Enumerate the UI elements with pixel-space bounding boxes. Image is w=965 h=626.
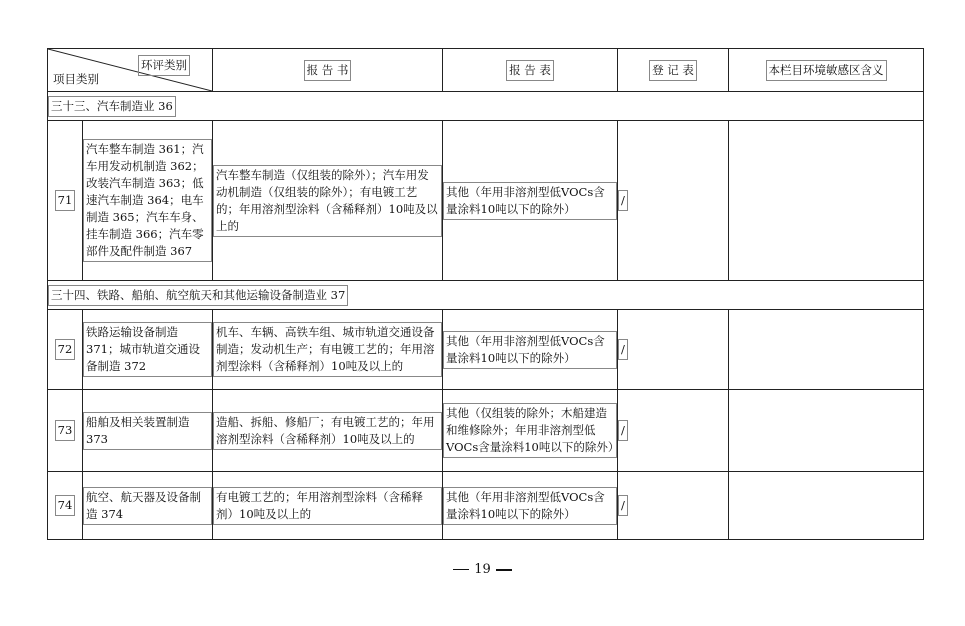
- report-book-criteria: 机车、车辆、高铁车组、城市轨道交通设备制造；发动机生产；有电镀工艺的；年用溶剂型涂料（含稀释剂）10吨及以上的: [213, 310, 443, 390]
- project-category: 船舶及相关装置制造 373: [83, 390, 213, 472]
- diagonal-header-cell: [48, 49, 213, 92]
- report-book-criteria: 汽车整车制造（仅组装的除外）；汽车用发动机制造（仅组装的除外）；有电镀工艺的；年用溶剂型涂料（含稀释剂）10吨及以上的: [213, 121, 443, 281]
- section-row: [48, 92, 924, 121]
- table-row: [48, 472, 924, 540]
- project-category: 铁路运输设备制造 371；城市轨道交通设备制造 372: [83, 310, 213, 390]
- register-criteria: /: [618, 310, 729, 390]
- table-row: [48, 390, 924, 472]
- project-category: 航空、航天器及设备制造 374: [83, 472, 213, 540]
- col-report-book: 报 告 书: [213, 49, 443, 92]
- page-footer: [0, 562, 965, 577]
- table-header-row: [48, 49, 924, 92]
- footer-dash-left: [453, 569, 469, 570]
- register-criteria: /: [618, 121, 729, 281]
- row-number: 74: [48, 472, 83, 540]
- diag-top-label: 环评类别: [138, 55, 190, 76]
- row-number: 72: [48, 310, 83, 390]
- col-sensitive-area: 本栏目环境敏感区含义: [729, 49, 924, 92]
- report-form-criteria: 其他（年用非溶剂型低VOCs含量涂料10吨以下的除外）: [443, 472, 618, 540]
- report-book-criteria: 有电镀工艺的；年用溶剂型涂料（含稀释剂）10吨及以上的: [213, 472, 443, 540]
- table-row: [48, 121, 924, 281]
- col-report-form: 报 告 表: [443, 49, 618, 92]
- section-title: 三十三、汽车制造业 36: [48, 92, 924, 121]
- classification-table: [47, 48, 924, 540]
- section-title: 三十四、铁路、船舶、航空航天和其他运输设备制造业 37: [48, 281, 924, 310]
- report-form-criteria: 其他（年用非溶剂型低VOCs含量涂料10吨以下的除外）: [443, 310, 618, 390]
- table-row: [48, 310, 924, 390]
- report-form-criteria: 其他（年用非溶剂型低VOCs含量涂料10吨以下的除外）: [443, 121, 618, 281]
- diag-bottom-label: 项目类别: [53, 72, 99, 86]
- register-criteria: /: [618, 472, 729, 540]
- section-row: [48, 281, 924, 310]
- register-criteria: /: [618, 390, 729, 472]
- col-register: 登 记 表: [618, 49, 729, 92]
- report-form-criteria: 其他（仅组装的除外；木船建造和维修除外；年用非溶剂型低VOCs含量涂料10吨以下的除外）: [443, 390, 618, 472]
- page-number: 19: [474, 562, 491, 577]
- project-category: 汽车整车制造 361；汽车用发动机制造 362；改装汽车制造 363；低速汽车制造 364；电车制造 365；汽车车身、挂车制造 366；汽车零部件及配件制造 367: [83, 121, 213, 281]
- sensitive-area-meaning: [729, 310, 924, 390]
- sensitive-area-meaning: [729, 472, 924, 540]
- report-book-criteria: 造船、拆船、修船厂；有电镀工艺的；年用溶剂型涂料（含稀释剂）10吨及以上的: [213, 390, 443, 472]
- row-number: 71: [48, 121, 83, 281]
- sensitive-area-meaning: [729, 121, 924, 281]
- row-number: 73: [48, 390, 83, 472]
- footer-dash-right: [496, 569, 512, 571]
- sensitive-area-meaning: [729, 390, 924, 472]
